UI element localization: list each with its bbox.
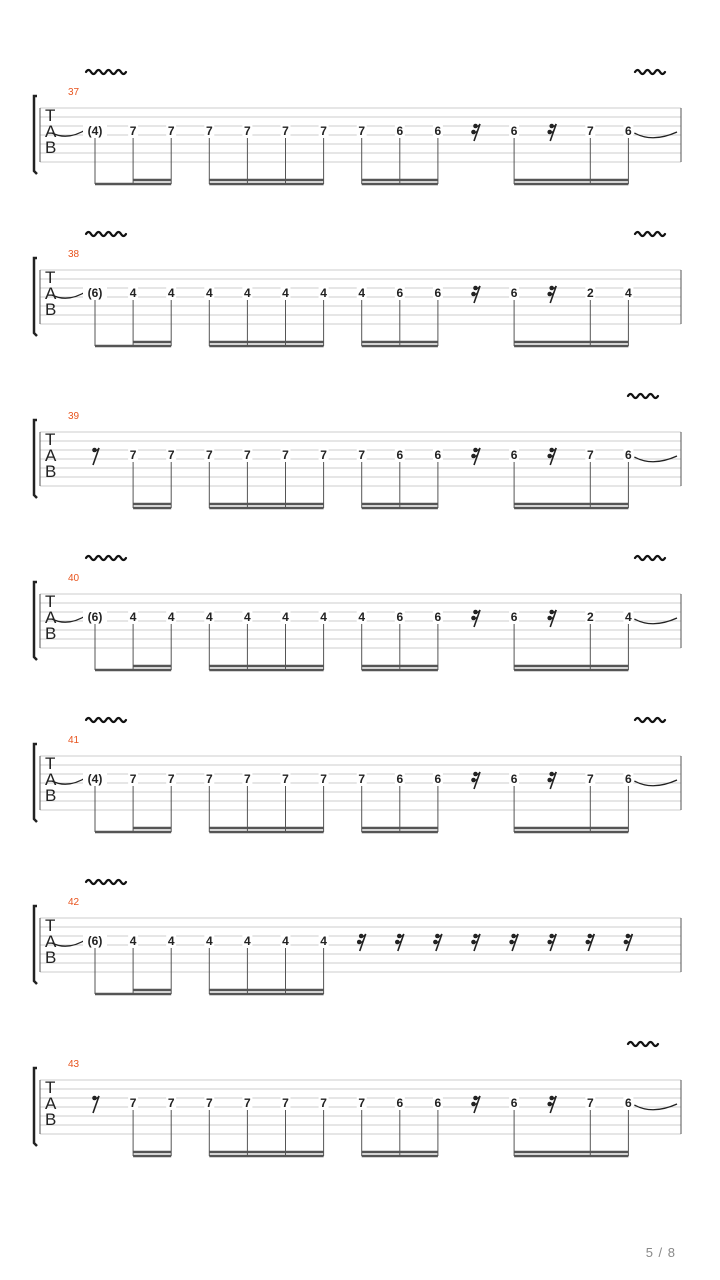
vibrato-icon (86, 232, 126, 236)
rest-flag (473, 610, 478, 615)
fret-number: 4 (167, 610, 175, 624)
fret-number: 4 (205, 286, 213, 300)
fret-number: 4 (205, 610, 213, 624)
vibrato-icon (628, 1042, 658, 1046)
fret-number: 7 (129, 772, 137, 786)
tab-system (34, 556, 681, 670)
rest-flag (549, 286, 554, 291)
fret-number: 6 (396, 448, 404, 462)
system-bracket (34, 906, 37, 984)
fret-number: 6 (510, 1096, 518, 1110)
rest-flag (473, 286, 478, 291)
rest-flag (471, 292, 476, 297)
tab-system (34, 880, 681, 994)
fret-number: 6 (434, 448, 442, 462)
fret-number: 7 (282, 124, 289, 138)
fret-number: 4 (244, 934, 251, 948)
fret-number: 4 (167, 286, 175, 300)
fret-number: 6 (510, 772, 518, 786)
rest-flag (549, 772, 554, 777)
rest-flag (511, 934, 516, 939)
fret-number: (6) (87, 610, 103, 624)
fret-number: 7 (129, 448, 137, 462)
rest-flag (471, 940, 476, 945)
fret-number: 6 (434, 1096, 442, 1110)
measure-number: 41 (68, 735, 80, 746)
fret-number: 2 (586, 610, 594, 624)
fret-number: 2 (586, 286, 594, 300)
tab-clef-letter: A (45, 446, 57, 465)
fret-number: 7 (167, 772, 175, 786)
fret-number: 4 (244, 610, 251, 624)
system-bracket (34, 420, 37, 498)
fret-number: 4 (358, 610, 366, 624)
tab-clef-letter: T (45, 916, 56, 935)
tab-clef-letter: A (45, 284, 57, 303)
system-bracket (34, 1068, 37, 1146)
vibrato-icon (635, 232, 665, 236)
rest-flag (357, 940, 362, 945)
fret-number: 7 (586, 448, 594, 462)
tab-clef-letter: A (45, 1094, 57, 1113)
fret-number: 4 (129, 286, 137, 300)
tab-system (34, 70, 681, 184)
fret-number: 6 (396, 124, 404, 138)
rest-flag (547, 940, 552, 945)
rest-flag (471, 130, 476, 135)
rest-flag (395, 940, 400, 945)
fret-number: 7 (320, 1096, 327, 1110)
fret-number: 7 (205, 124, 213, 138)
vibrato-icon (86, 556, 126, 560)
fret-number: 6 (396, 286, 404, 300)
rest-flag (92, 448, 97, 453)
fret-number: 4 (129, 610, 137, 624)
tab-system (34, 718, 681, 832)
fret-number: 7 (586, 124, 594, 138)
system-bracket (34, 96, 37, 174)
fret-number: 6 (510, 448, 518, 462)
rest-flag (547, 778, 552, 783)
fret-number: 6 (396, 772, 404, 786)
tab-clef-letter: A (45, 932, 57, 951)
measure-number: 37 (68, 87, 80, 98)
system-bracket (34, 744, 37, 822)
tab-clef-letter: T (45, 430, 56, 449)
rest-flag (397, 934, 402, 939)
fret-number: 7 (282, 1096, 289, 1110)
fret-number: 4 (244, 286, 251, 300)
fret-number: 7 (586, 1096, 594, 1110)
tab-clef-letter: T (45, 268, 56, 287)
rest-flag (624, 940, 629, 945)
vibrato-icon (86, 70, 126, 74)
rest-flag (547, 454, 552, 459)
tab-clef-letter: B (45, 624, 57, 643)
fret-number: 6 (625, 772, 632, 786)
tab-clef-letter: A (45, 608, 57, 627)
rest-flag (92, 1096, 97, 1101)
fret-number: 7 (358, 772, 366, 786)
fret-number: 4 (129, 934, 137, 948)
fret-number: 6 (510, 124, 518, 138)
rest-flag (473, 124, 478, 129)
fret-number: 7 (358, 124, 366, 138)
measure-number: 42 (68, 897, 80, 908)
fret-number: 6 (510, 610, 518, 624)
vibrato-icon (635, 556, 665, 560)
fret-number: 6 (396, 1096, 404, 1110)
fret-number: 4 (205, 934, 213, 948)
rest-flag (547, 292, 552, 297)
tab-clef-letter: B (45, 462, 57, 481)
fret-number: 4 (358, 286, 366, 300)
rest-flag (549, 448, 554, 453)
fret-number: (6) (87, 286, 103, 300)
fret-number: 7 (205, 1096, 213, 1110)
tab-clef-letter: A (45, 122, 57, 141)
fret-number: 7 (129, 124, 137, 138)
fret-number: 4 (320, 934, 327, 948)
tab-clef-letter: B (45, 138, 57, 157)
fret-number: 4 (320, 286, 327, 300)
vibrato-icon (628, 394, 658, 398)
tab-clef-letter: B (45, 300, 57, 319)
tab-clef-letter: T (45, 754, 56, 773)
vibrato-icon (635, 718, 665, 722)
rest-flag (473, 1096, 478, 1101)
rest-flag (473, 772, 478, 777)
rest-flag (359, 934, 364, 939)
rest-flag (471, 454, 476, 459)
page-number: 5 / 8 (645, 1245, 676, 1260)
vibrato-icon (86, 880, 126, 884)
fret-number: 6 (510, 286, 518, 300)
fret-number: 7 (129, 1096, 137, 1110)
fret-number: (4) (87, 772, 103, 786)
tab-clef-letter: T (45, 1078, 56, 1097)
fret-number: 7 (358, 448, 366, 462)
system-bracket (34, 258, 37, 336)
fret-number: 6 (625, 448, 632, 462)
rest-flag (549, 124, 554, 129)
fret-number: 7 (358, 1096, 366, 1110)
fret-number: 7 (244, 448, 251, 462)
tab-clef-letter: B (45, 948, 57, 967)
measure-number: 43 (68, 1059, 80, 1070)
rest-flag (547, 130, 552, 135)
rest-flag (471, 1102, 476, 1107)
fret-number: 6 (434, 124, 442, 138)
fret-number: 7 (320, 124, 327, 138)
fret-number: 6 (434, 772, 442, 786)
fret-number: 7 (282, 772, 289, 786)
rest-flag (547, 616, 552, 621)
rest-flag (626, 934, 631, 939)
tab-system (34, 232, 681, 346)
measure-number: 39 (68, 411, 80, 422)
vibrato-icon (635, 70, 665, 74)
rest-flag (586, 940, 591, 945)
fret-number: 7 (205, 448, 213, 462)
rest-flag (471, 778, 476, 783)
fret-number: 7 (320, 448, 327, 462)
rest-flag (588, 934, 593, 939)
fret-number: 4 (282, 286, 289, 300)
rest-flag (549, 610, 554, 615)
system-bracket (34, 582, 37, 660)
fret-number: 4 (167, 934, 175, 948)
rest-flag (549, 1096, 554, 1101)
vibrato-icon (86, 718, 126, 722)
rest-flag (471, 616, 476, 621)
tab-clef-letter: B (45, 1110, 57, 1129)
fret-number: 6 (434, 610, 442, 624)
rest-flag (509, 940, 514, 945)
fret-number: (6) (87, 934, 103, 948)
tab-clef-letter: T (45, 106, 56, 125)
tab-system (34, 394, 681, 508)
fret-number: 7 (205, 772, 213, 786)
rest-flag (433, 940, 438, 945)
tab-clef-letter: T (45, 592, 56, 611)
fret-number: 4 (625, 610, 632, 624)
fret-number: 4 (282, 934, 289, 948)
fret-number: 7 (320, 772, 327, 786)
fret-number: 6 (625, 124, 632, 138)
fret-number: 7 (244, 772, 251, 786)
fret-number: 7 (167, 448, 175, 462)
fret-number: 6 (434, 286, 442, 300)
rest-flag (473, 934, 478, 939)
measure-number: 38 (68, 249, 80, 260)
measure-number: 40 (68, 573, 80, 584)
fret-number: 6 (396, 610, 404, 624)
fret-number: 7 (244, 1096, 251, 1110)
rest-flag (473, 448, 478, 453)
rest-flag (549, 934, 554, 939)
fret-number: 4 (625, 286, 632, 300)
fret-number: 7 (244, 124, 251, 138)
fret-number: 7 (586, 772, 594, 786)
tab-clef-letter: B (45, 786, 57, 805)
rest-flag (547, 1102, 552, 1107)
fret-number: (4) (87, 124, 103, 138)
fret-number: 6 (625, 1096, 632, 1110)
fret-number: 4 (320, 610, 327, 624)
rest-flag (435, 934, 440, 939)
fret-number: 7 (167, 124, 175, 138)
tab-clef-letter: A (45, 770, 57, 789)
fret-number: 7 (282, 448, 289, 462)
fret-number: 4 (282, 610, 289, 624)
fret-number: 7 (167, 1096, 175, 1110)
tab-system (34, 1042, 681, 1156)
